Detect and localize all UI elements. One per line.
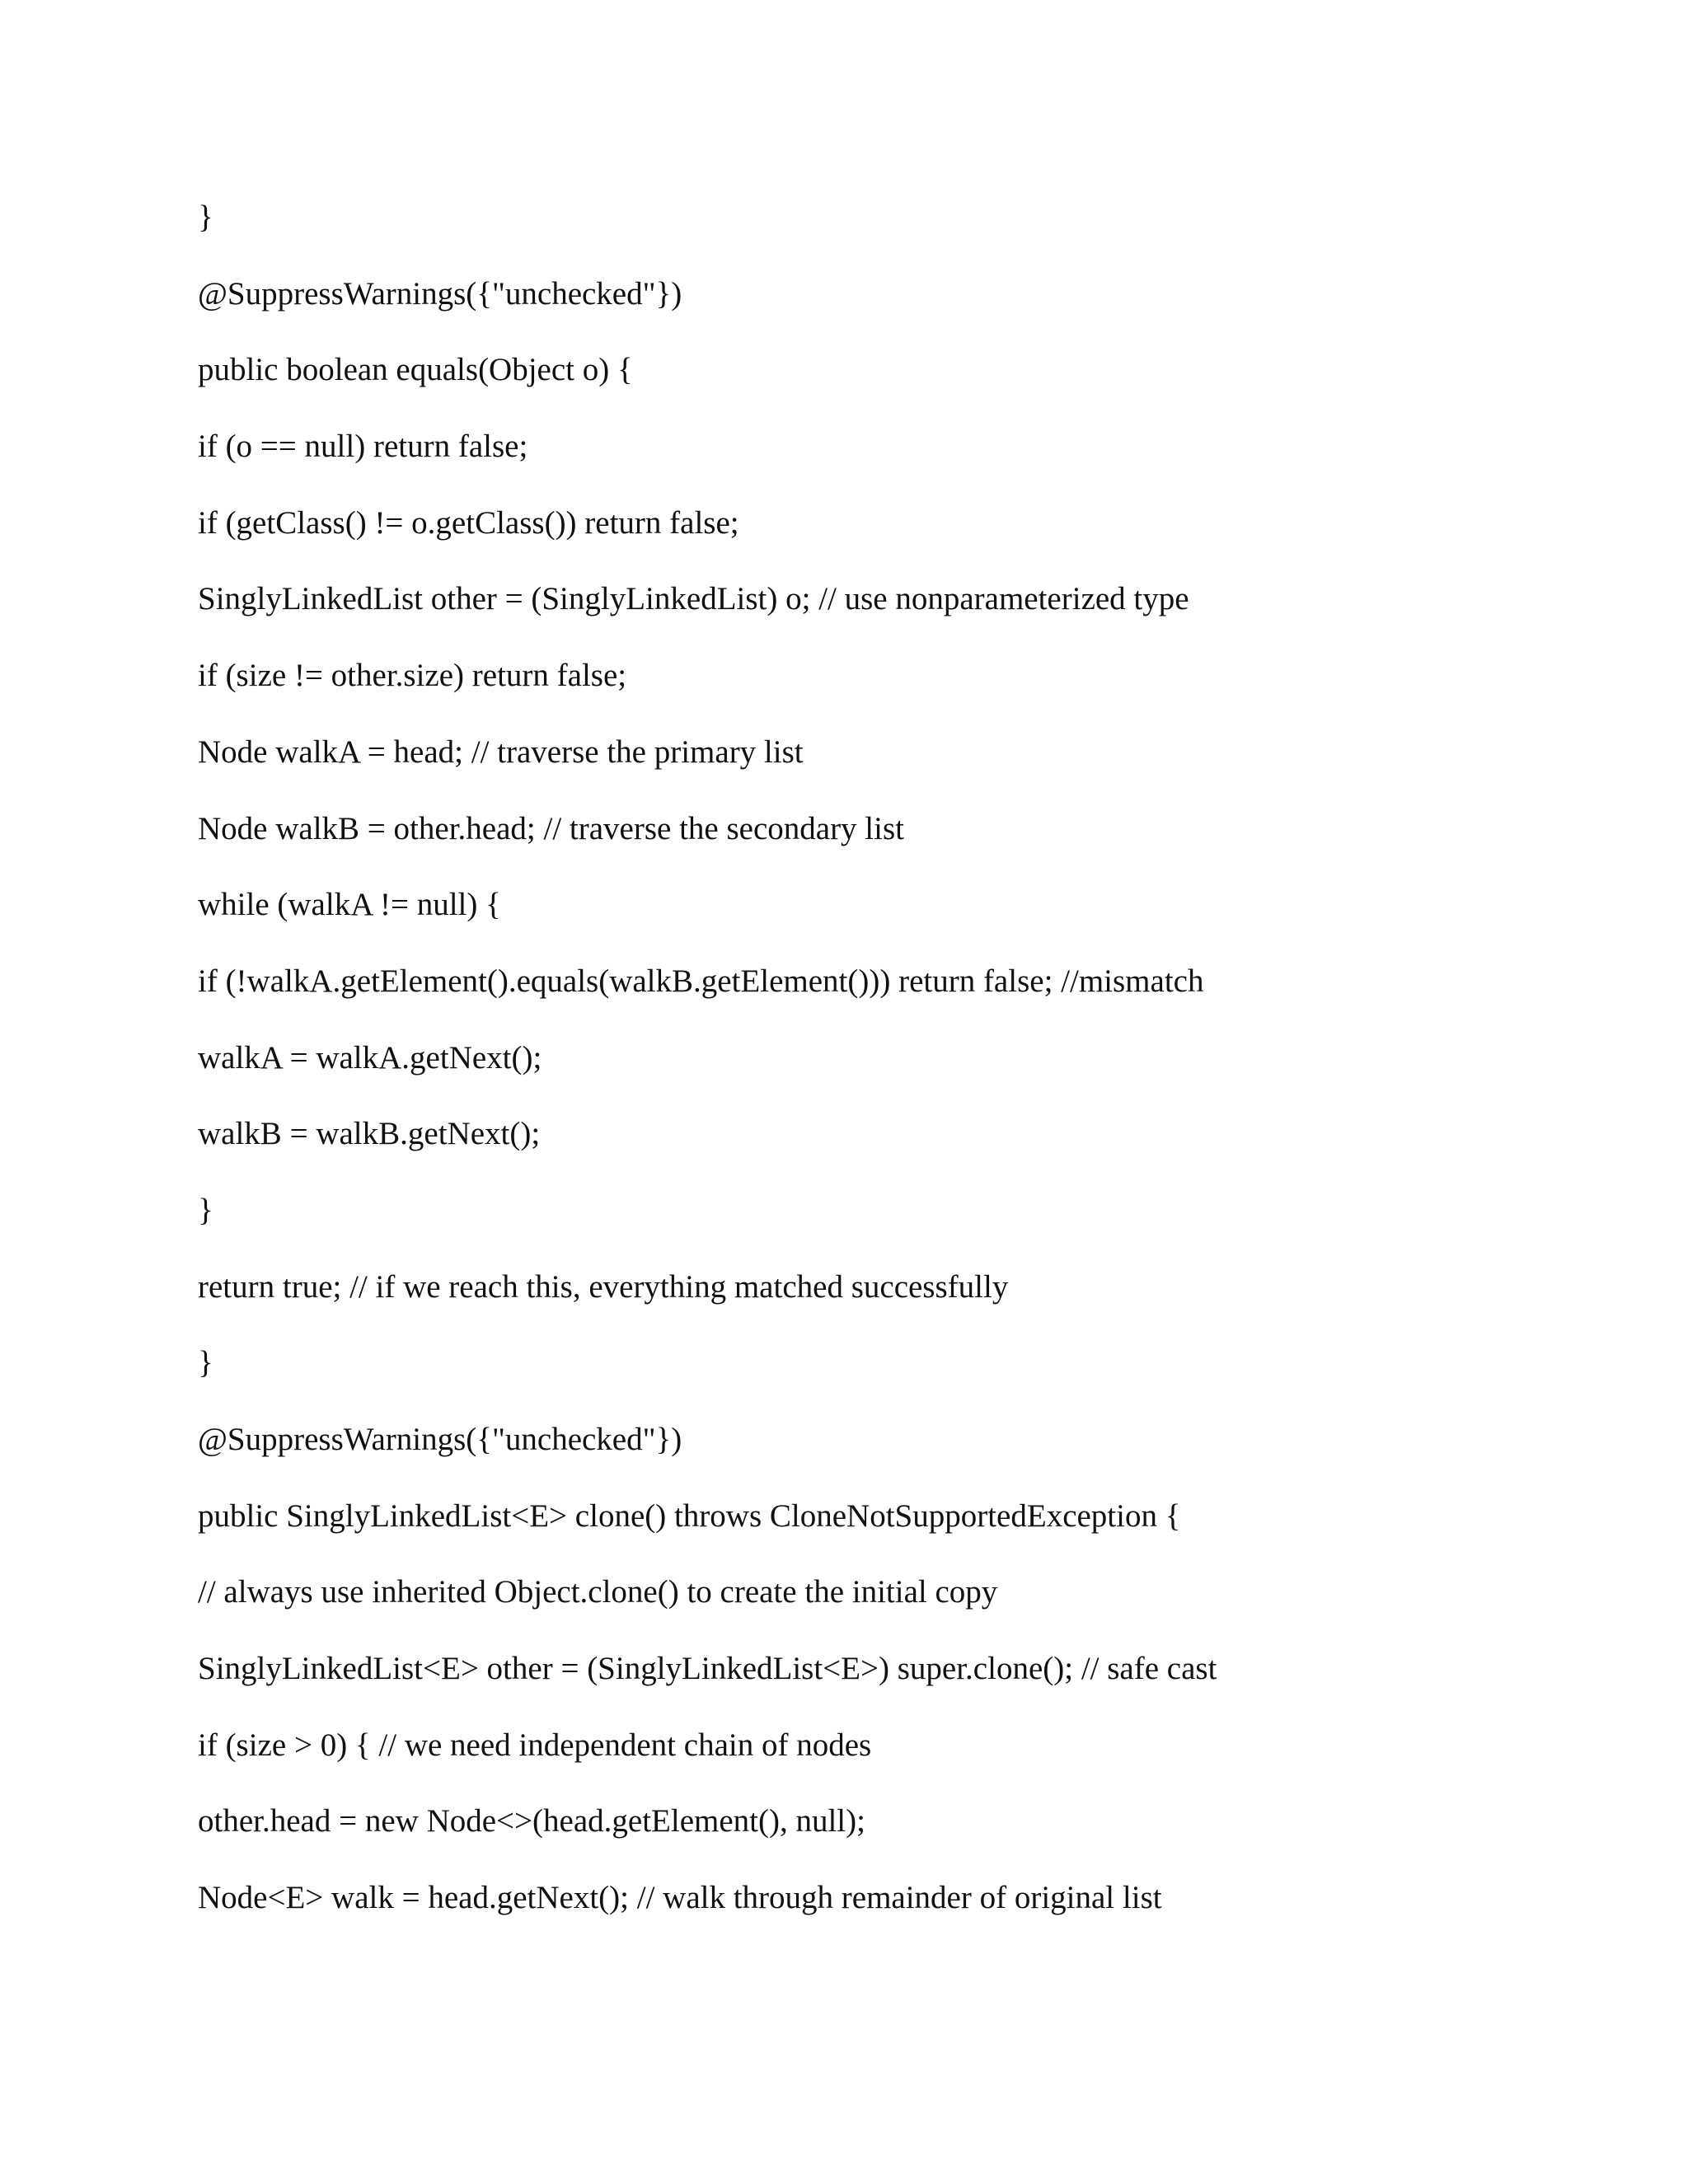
code-line: other.head = new Node<>(head.getElement(), null); xyxy=(198,1803,865,1840)
code-line: // always use inherited Object.clone() to create the initial copy xyxy=(198,1574,998,1610)
code-line: } xyxy=(198,1345,213,1381)
code-line: } xyxy=(198,1192,213,1228)
code-line: while (walkA != null) { xyxy=(198,887,501,923)
code-line: if (size > 0) { // we need independent chain of nodes xyxy=(198,1727,872,1763)
code-listing xyxy=(198,198,1217,1955)
code-line: Node walkB = other.head; // traverse the secondary list xyxy=(198,810,904,846)
code-line: } xyxy=(198,199,213,235)
code-line: walkB = walkB.getNext(); xyxy=(198,1116,541,1152)
code-line: if (!walkA.getElement().equals(walkB.getElement())) return false; //mismatch xyxy=(198,963,1204,999)
code-line: SinglyLinkedList other = (SinglyLinkedList) o; // use nonparameterized type xyxy=(198,581,1189,617)
code-line: public boolean equals(Object o) { xyxy=(198,352,633,388)
code-line: return true; // if we reach this, everything matched successfully xyxy=(198,1268,1009,1305)
code-line: if (size != other.size) return false; xyxy=(198,658,627,694)
code-line: Node walkA = head; // traverse the primary list xyxy=(198,733,804,770)
code-line: if (getClass() != o.getClass()) return false; xyxy=(198,504,739,541)
code-line: if (o == null) return false; xyxy=(198,429,528,465)
code-line: Node<E> walk = head.getNext(); // walk through remainder of original list xyxy=(198,1880,1162,1916)
code-line: SinglyLinkedList<E> other = (SinglyLinkedList<E>) super.clone(); // safe cast xyxy=(198,1651,1217,1687)
code-line: walkA = walkA.getNext(); xyxy=(198,1039,542,1076)
code-line: @SuppressWarnings({"unchecked"}) xyxy=(198,1422,682,1457)
code-line: public SinglyLinkedList<E> clone() throws CloneNotSupportedException { xyxy=(198,1497,1181,1534)
code-line: @SuppressWarnings({"unchecked"}) xyxy=(198,275,682,312)
